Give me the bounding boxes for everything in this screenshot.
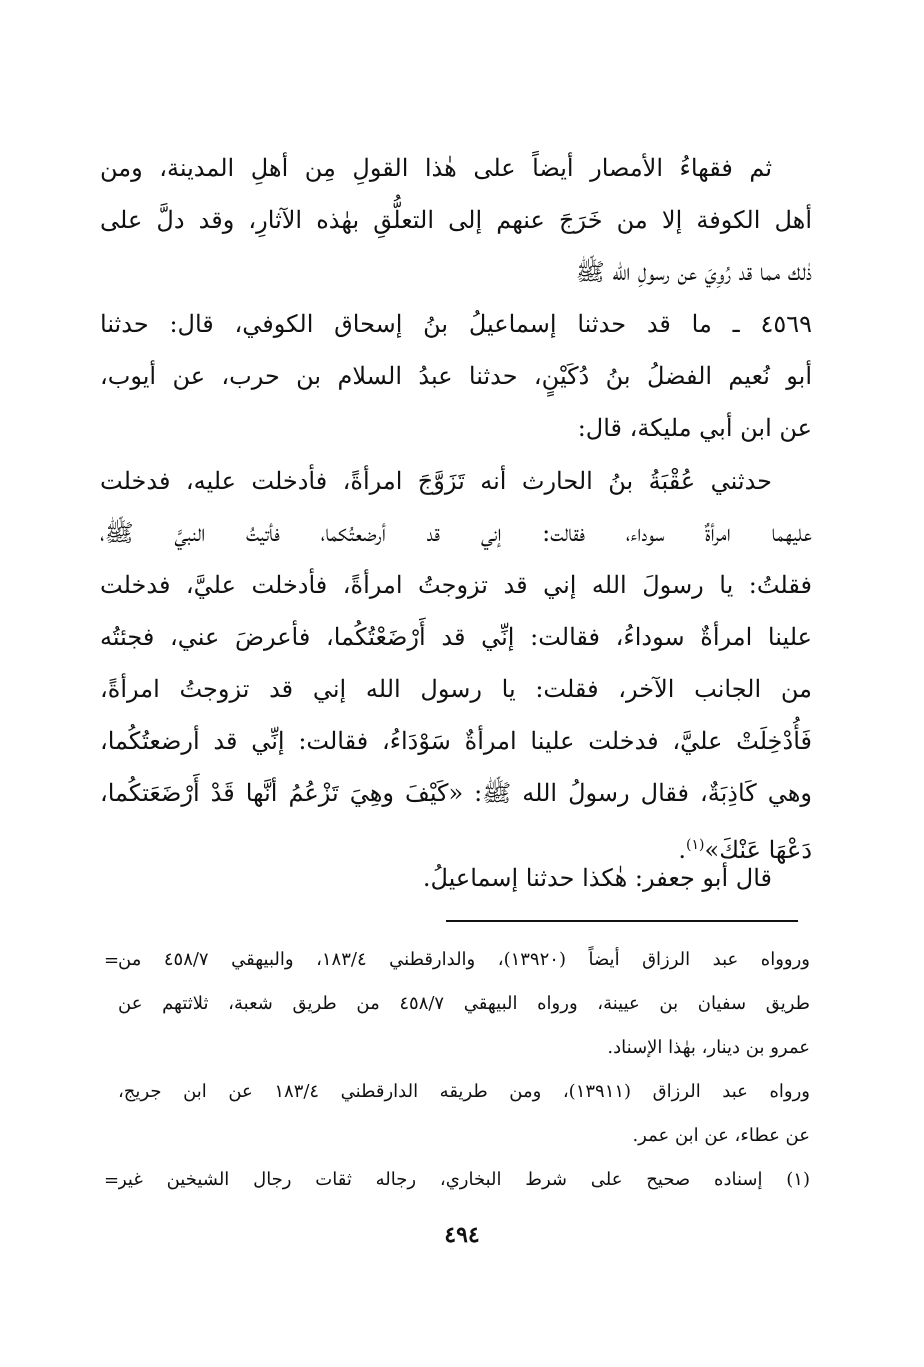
text-line: فَأُدْخِلَتْ عليَّ، فدخلت علينا امرأةٌ سَوْدَاءُ، فقالت: إنِّي قد أرضعتُكُما، — [100, 727, 812, 755]
footnote-reference[interactable]: (١) — [686, 837, 705, 853]
text-line: وهي كَاذِبَةٌ، فقال رسولُ الله ﷺ: «كَيْفَ وهِيَ تَزْعُمُ أنَّها قَدْ أَرْضَعَتكُما، — [100, 779, 812, 807]
paragraph-hadith-text — [100, 455, 812, 871]
footnote-line: ورواه عبد الرزاق (١٣٩١١)، ومن طريقه الدارقطني ١٨٣/٤ عن ابن جريج، — [118, 1081, 810, 1102]
text-line: عليهما امرأةٌ سوداء، فقالت: إني قد أرضعتُكما، فأتيتُ النبيَّ ﷺ، — [100, 519, 812, 547]
paragraph-intro — [100, 142, 812, 298]
footnote-line — [118, 938, 810, 982]
footnote-continues-marker: = — [104, 1170, 120, 1191]
text-line: عن ابن أبي مليكة، قال: — [577, 414, 812, 442]
footnote-line: عن عطاء، عن ابن عمر. — [632, 1125, 810, 1146]
text-line: فقلتُ: يا رسولَ الله إني قد تزوجتُ امرأةً، فأدخلت عليَّ، فدخلت — [100, 571, 812, 599]
text-line: حدثني عُقْبَةُ بنُ الحارث أنه تَزَوَّجَ امرأةً، فأدخلت عليه، فدخلت — [100, 467, 772, 495]
footnote-line: (١) إسناده صحيح على شرط البخاري، رجاله ثقات رجال الشيخين غير — [118, 1169, 810, 1190]
text-line: ٤٥٦٩ ـ ما قد حدثنا إسماعيلُ بنُ إسحاق الكوفي، قال: حدثنا — [100, 310, 812, 338]
paragraph-hadith-chain — [100, 298, 812, 454]
text-line: قال أبو جعفر: هٰكذا حدثنا إسماعيلُ. — [422, 864, 772, 892]
footnote-continuation-marker: = — [104, 950, 120, 971]
text-line: ثم فقهاءُ الأمصار أيضاً على هٰذا القولِ مِن أهلِ المدينة، ومن — [100, 154, 772, 182]
footnote-line: عمرو بن دينار، بهٰذا الإسناد. — [607, 1037, 810, 1058]
footnote-separator — [446, 920, 798, 922]
text-line: علينا امرأةٌ سوداءُ، فقالت: إنِّي قد أَرْضَعْتُكُما، فأعرضَ عني، فجئتُه — [100, 623, 812, 651]
end-mark: . — [678, 836, 687, 864]
footnote-text: وروواه عبد الرزاق أيضاً (١٣٩٢٠)، والدارقطني ١٨٣/٤، والبيهقي ٤٥٨/٧ من — [118, 949, 810, 970]
text-line: أهل الكوفة إلا من خَرَجَ عنهم إلى التعلُّقِ بهٰذه الآثارِ، وقد دلَّ على — [100, 206, 812, 234]
text-line: ذٰلك مما قد رُوِيَ عن رسولِ الله ﷺ — [575, 258, 812, 286]
page-number: ٤٩٤ — [444, 1222, 480, 1248]
text-line: دَعْهَا عَنْكَ» — [704, 836, 812, 864]
paragraph-closing — [100, 852, 812, 904]
text-line: أبو نُعيم الفضلُ بنُ دُكَيْنٍ، حدثنا عبدُ السلام بن حرب، عن أيوب، — [100, 362, 812, 390]
footnote-line: طريق سفيان بن عيينة، ورواه البيهقي ٤٥٨/٧ من طريق شعبة، ثلاثتهم عن — [118, 993, 810, 1014]
text-line: من الجانب الآخر، فقلت: يا رسول الله إني قد تزوجتُ امرأةً، — [100, 675, 812, 703]
footnotes — [118, 938, 810, 1202]
